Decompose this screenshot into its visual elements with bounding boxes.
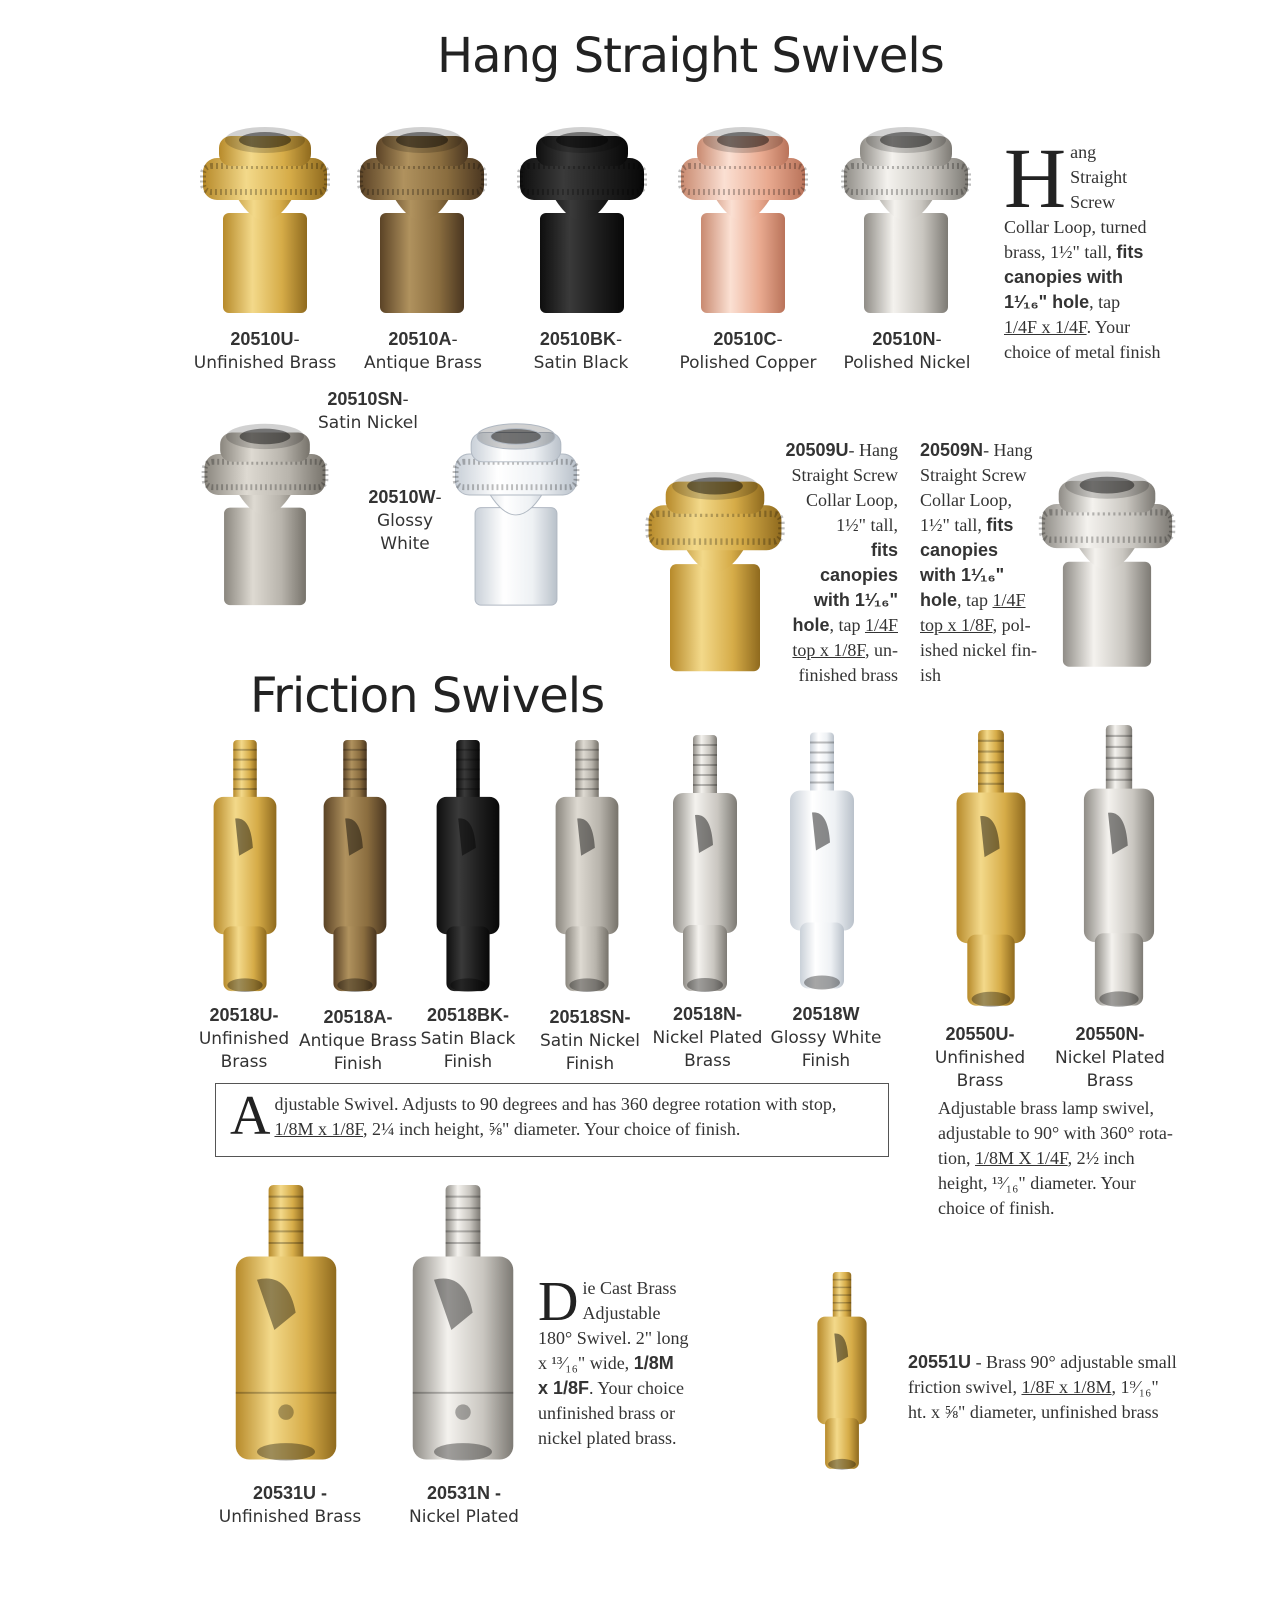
product-finish: Nickel Plated [409,1507,519,1527]
product-finish: Brass [1086,1071,1134,1091]
product-image-20531U [228,1185,344,1475]
section-title-friction: Friction Swivels [250,668,605,724]
product-image-20510W [446,415,586,610]
text-line: with 1¹⁄₁₆" [920,565,1005,585]
text-line: adjustable to 90° with 360° rota- [938,1123,1173,1143]
product-code: 20510W [368,487,436,507]
text-line: 1½" tall, fits [920,515,1014,535]
text-line: Collar Loop, turned [1004,217,1147,237]
caption-20550U [930,1023,1030,1093]
product-finish: Satin Nickel [540,1031,640,1051]
caption-20518N [650,1003,765,1073]
product-code: 20510A [388,329,452,349]
text-line: canopies [920,540,999,560]
product-code: 20509U [785,440,849,460]
text-line: ang [1070,142,1097,162]
text-line: Collar Loop, [920,490,1012,510]
text-line: tion, 1/8M X 1/4F, 2½ inch [938,1148,1135,1168]
drop-cap: H [1004,130,1067,226]
text-line: Screw [1070,192,1116,212]
product-code: 20551U [908,1352,972,1372]
caption-20518U [186,1004,302,1074]
product-code: 20510SN [327,389,403,409]
text-line: 1½" tall, [836,515,898,535]
text-line: hole, tap 1/4F [920,590,1026,610]
product-image-20510U [195,118,335,318]
product-code: 20510BK [539,329,616,349]
product-finish: Nickel Plated [1055,1048,1165,1068]
product-image-20518A [305,740,405,995]
caption-20518BK [414,1004,522,1074]
product-image-20510A [352,118,492,318]
text-line: choice of metal finish [1004,342,1161,362]
product-code: 20518BK- [426,1005,510,1025]
text-line: 1/4F x 1/4F. Your [1004,317,1131,337]
product-image-20518N [655,735,755,995]
product-image-20518U [195,740,295,995]
caption-20510A: 20510A- Antique Brass [350,328,496,375]
text-line: friction swivel, 1/8F x 1/8M, 1⁹⁄₁₆" [908,1377,1159,1397]
page-title-hang-straight: Hang Straight Swivels [437,28,944,84]
caption-20510U: 20510U- Unfinished Brass [190,328,340,375]
product-code: 20550N- [1075,1024,1145,1044]
text-line: hole, tap 1/4F [792,615,898,635]
product-code: 20518U- [209,1005,279,1025]
text-line: canopies [819,565,898,585]
text-line: Adjustable brass lamp swivel, [938,1098,1154,1118]
text-line: top x 1/8F, un- [792,640,898,660]
product-finish: Polished Copper [679,353,817,373]
desc-20551U: 20551U - Brass 90° adjustable small friction swivel, 1/8F x 1/8M, 1⁹⁄₁₆" ht. x ⅝" diameter, unfinished brass [908,1350,1208,1425]
drop-cap: A [230,1085,271,1147]
caption-20510C: 20510C- Polished Copper [668,328,828,375]
product-finish: Finish [333,1054,383,1074]
text-line: Straight Screw [920,465,1027,485]
caption-20531U [218,1482,362,1529]
desc-die-cast [538,1271,718,1451]
text-line: ie Cast Brass [582,1278,677,1298]
caption-20518A [298,1006,418,1076]
text-line: unfinished brass or [538,1403,675,1423]
caption-20531N [402,1482,526,1529]
product-image-20550N [1060,725,1178,1010]
product-finish: Nickel Plated [652,1028,763,1048]
product-code: 20509N [920,440,984,460]
text-line: fits [871,540,898,560]
text-line: top x 1/8F, pol- [920,615,1031,635]
caption-20510N: 20510N- Polished Nickel [832,328,982,375]
text-line: x ¹³⁄₁₆" wide, 1/8M [538,1353,674,1373]
text-line: Straight Screw [791,465,898,485]
text-line: choice of finish. [938,1198,1055,1218]
product-finish: Brass [956,1071,1004,1091]
product-finish: Brass [684,1051,731,1071]
drop-cap: D [538,1271,579,1333]
product-image-20531N [405,1185,521,1475]
text-line: ished nickel fin- [920,640,1037,660]
product-finish: Finish [565,1054,615,1074]
caption-20510SN: 20510SN- Satin Nickel [318,389,418,433]
product-finish: Glossy White [770,1028,882,1048]
text-line: with 1¹⁄₁₆" [813,590,898,610]
desc-20550 [938,1096,1208,1221]
text-line: 1/8M x 1/8F, 2¼ inch height, ⅝" diameter. Your choice of finish. [274,1119,741,1139]
text-line: 1¹⁄₁₆" hole, tap [1004,292,1121,312]
product-finish: Satin Black [533,353,629,373]
product-code: 20510U [230,329,294,349]
product-finish: Unfinished Brass [193,353,337,373]
caption-20518SN [530,1006,650,1076]
product-image-20509N [1032,462,1182,672]
desc-20509U: 20509U- Hang Straight Screw Collar Loop, 1½" tall, fits canopies with 1¹⁄₁₆" hole, tap 1/4F top x 1/8F, un- finished brass [758,438,898,688]
caption-20518W [768,1003,884,1073]
product-finish: Antique Brass [363,353,482,373]
product-code: 20531N - [426,1483,502,1503]
product-finish: Satin Black [420,1029,516,1049]
product-finish: Antique Brass [298,1031,417,1051]
product-image-20551U [785,1272,899,1472]
product-image-20510C [673,118,813,318]
text-line: ht. x ⅝" diameter, unfinished brass [908,1402,1159,1422]
product-finish: Finish [801,1051,851,1071]
product-finish: Unfinished [198,1029,290,1049]
product-finish: Unfinished Brass [218,1507,362,1527]
text-line: djustable Swivel. Adjusts to 90 degrees and has 360 degree rotation with stop, [274,1094,837,1114]
product-image-20518SN [537,740,637,995]
product-image-20510N [836,118,976,318]
product-code: 20518SN- [549,1007,631,1027]
hang-intro-text [1004,130,1194,365]
product-code: 20550U- [945,1024,1015,1044]
text-line: nickel plated brass. [538,1428,677,1448]
product-image-20518BK [418,740,518,995]
text-line: finished brass [798,665,898,685]
caption-20550N [1050,1023,1170,1093]
product-finish: Polished Nickel [843,353,971,373]
product-image-20550U [932,730,1050,1010]
text-line: Straight [1070,167,1128,187]
product-finish: Satin Nickel [318,413,418,433]
product-code: 20518A- [323,1007,393,1027]
text-line: height, ¹³⁄₁₆" diameter. Your [938,1173,1136,1193]
text-line: x 1/8F. Your choice [538,1378,685,1398]
text-line: 180° Swivel. 2" long [538,1328,689,1348]
product-code: 20510N [872,329,936,349]
product-image-20510SN [195,415,335,610]
desc-20509N: 20509N- Hang Straight Screw Collar Loop, 1½" tall, fits canopies with 1¹⁄₁₆" hole, tap 1/4F top x 1/8F, pol- ished nickel fin- ish [920,438,1060,688]
text-line: Collar Loop, [806,490,898,510]
product-code: 20518N- [672,1004,743,1024]
product-finish: Brass [220,1052,268,1072]
product-finish: Unfinished [934,1048,1026,1068]
product-finish: Glossy White [376,511,434,554]
friction-description-box [215,1083,889,1157]
product-code: 20518W [792,1004,860,1024]
product-code: 20510C [713,329,777,349]
text-line: canopies with [1004,267,1124,287]
product-image-20518W [772,730,872,995]
caption-20510BK: 20510BK- Satin Black [508,328,654,375]
text-line: brass, 1½" tall, fits [1004,242,1144,262]
caption-20510W: 20510W- Glossy White [350,486,460,556]
product-image-20510BK [512,118,652,318]
text-line: Adjustable [582,1303,661,1323]
text-line: ish [920,665,942,685]
product-code: 20531U - [252,1483,328,1503]
product-finish: Finish [443,1052,493,1072]
